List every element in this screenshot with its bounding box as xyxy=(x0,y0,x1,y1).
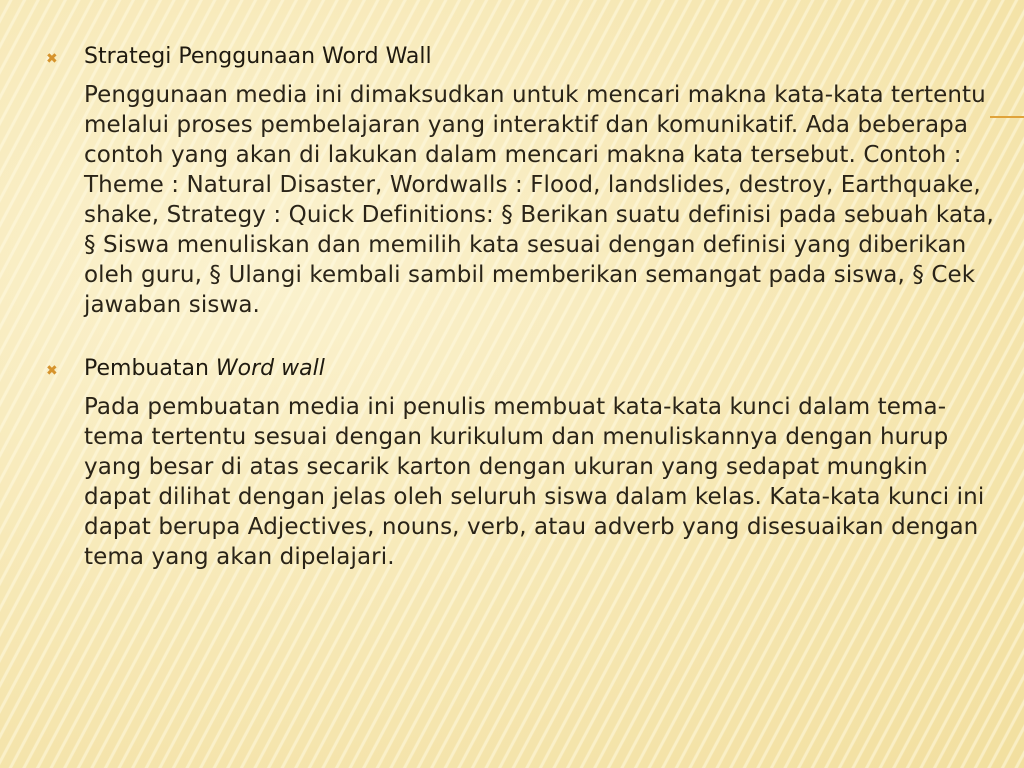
section-strategi xyxy=(40,44,1002,320)
section-body: Penggunaan media ini dimaksudkan untuk mencari makna kata-kata tertentu melalui proses pembelajaran yang interaktif dan komunikatif. Ada beberapa contoh yang akan di lakukan dalam mencari makna kata tersebut. Contoh : Theme : Natural Disaster, Wordwalls : Flood, landslides, destroy, Earthquake, shake, Strategy : Quick Definitions: § Berikan suatu definisi pada sebuah kata, § Siswa menuliskan dan memilih kata sesuai dengan definisi yang diberikan oleh guru, § Ulangi kembali sambil memberikan semangat pada siswa, § Cek jawaban siswa. xyxy=(84,82,994,318)
section-heading: Strategi Penggunaan Word Wall xyxy=(84,44,432,69)
bullet-heading-row xyxy=(40,356,1002,392)
bullet-heading-row xyxy=(40,44,1002,80)
section-body: Pada pembuatan media ini penulis membuat kata-kata kunci dalam tema-tema tertentu sesuai dengan kurikulum dan menuliskannya dengan hurup yang besar di atas secarik karton dengan ukuran yang sedapat mungkin dapat dilihat dengan jelas oleh seluruh siswa dalam kelas. Kata-kata kunci ini dapat berupa Adjectives, nouns, verb, atau adverb yang disesuaikan dengan tema yang akan dipelajari. xyxy=(84,394,985,570)
x-bullet-icon: ✖ xyxy=(46,363,58,379)
section-heading xyxy=(84,356,325,381)
section-heading-text: Pembuatan xyxy=(84,356,216,381)
slide-content xyxy=(40,44,1002,608)
x-bullet-icon: ✖ xyxy=(46,51,58,67)
section-pembuatan xyxy=(40,356,1002,572)
section-heading-italic: Word wall xyxy=(215,356,325,381)
